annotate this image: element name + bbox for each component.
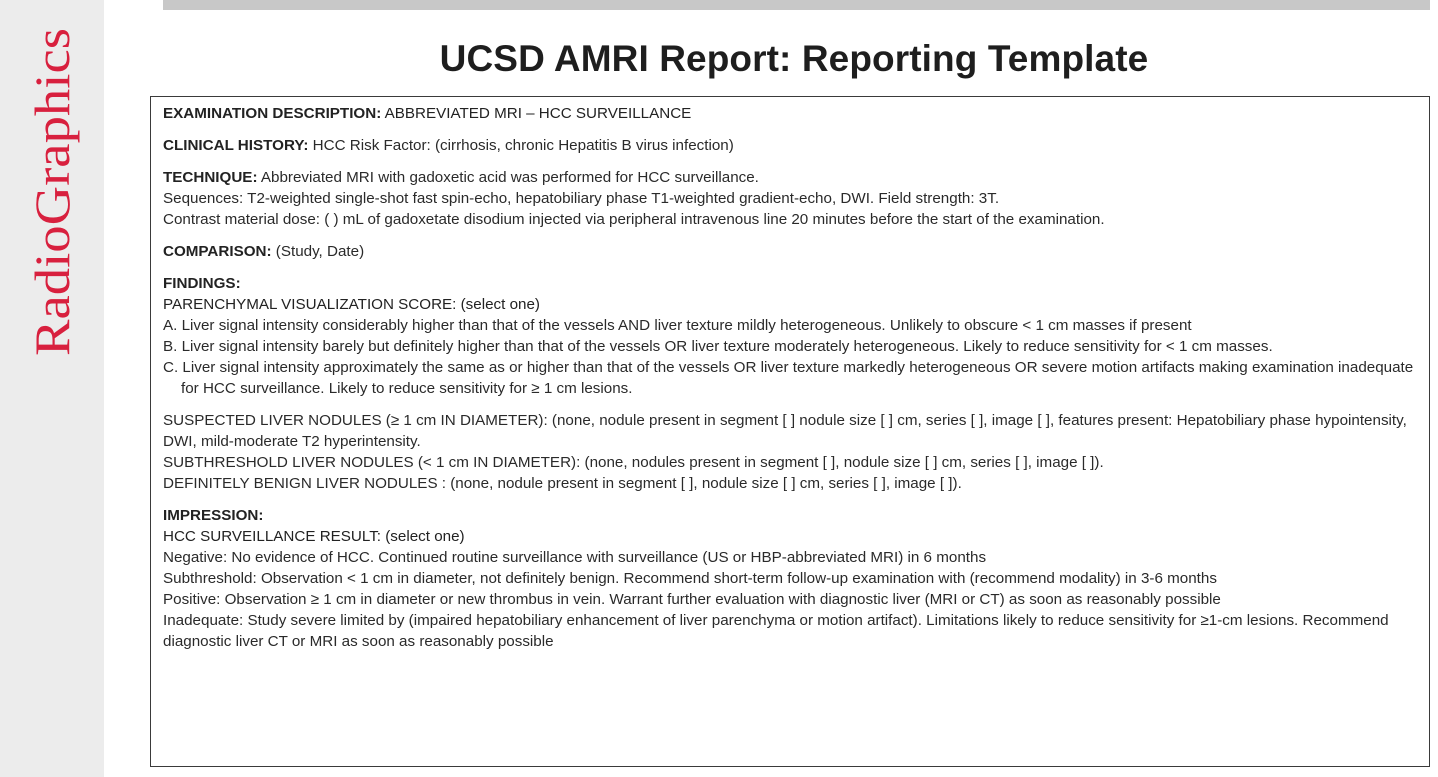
- technique-label: TECHNIQUE:: [163, 169, 258, 186]
- pvs-option-c: C. Liver signal intensity approximately the same as or higher than that of the vessels OR liver texture markedly heterogeneous OR severe motion artifacts making examination inadequate for HCC surveillance. Likely to reduce sensitivity for ≥ 1 cm lesions.: [163, 359, 1414, 397]
- result-inadequate: Inadequate: Study severe limited by (impaired hepatobiliary enhancement of liver parenchyma or motion artifact). Limitations likely to reduce sensitivity for ≥1-cm lesions. Recommend diagnostic liver CT or MRI as soon as reasonably possible: [163, 612, 1389, 650]
- comparison: [163, 241, 1429, 262]
- top-divider-bar: [163, 0, 1430, 10]
- history-label: CLINICAL HISTORY:: [163, 137, 309, 154]
- technique: [163, 167, 1429, 188]
- result-negative: Negative: No evidence of HCC. Continued routine surveillance with surveillance (US or HBP-abbreviated MRI) in 6 months: [163, 549, 987, 566]
- exam-description: [163, 103, 1429, 124]
- clinical-history: [163, 135, 1429, 156]
- result-subthreshold: Subthreshold: Observation < 1 cm in diameter, not definitely benign. Recommend short-term follow-up examination with (recommend modality) in 3-6 months: [163, 570, 1217, 587]
- history-value: HCC Risk Factor: (cirrhosis, chronic Hepatitis B virus infection): [308, 137, 734, 154]
- impression-label: IMPRESSION:: [163, 507, 264, 524]
- comparison-value: (Study, Date): [271, 243, 365, 260]
- suspected-nodules: SUSPECTED LIVER NODULES (≥ 1 cm IN DIAMETER): (none, nodule present in segment [ ] nodule size [ ] cm, series [ ], image [ ], features present: Hepatobiliary phase hypointensity, DWI, mild-moderate T2 hyperintensity.: [163, 412, 1407, 450]
- svg-text:RadioGraphics: RadioGraphics: [24, 56, 80, 356]
- technique-line-2: Sequences: T2-weighted single-shot fast spin-echo, hepatobiliary phase T1-weighted gradient-echo, DWI. Field strength: 3T.: [163, 190, 1000, 207]
- pvs-heading: PARENCHYMAL VISUALIZATION SCORE: (select one): [163, 296, 540, 313]
- subthreshold-nodules: SUBTHRESHOLD LIVER NODULES (< 1 cm IN DIAMETER): (none, nodules present in segment [ ], nodule size [ ] cm, series [ ], image [ ]).: [163, 454, 1104, 471]
- technique-line-3: Contrast material dose: ( ) mL of gadoxetate disodium injected via peripheral intravenous line 20 minutes before the start of the examination.: [163, 211, 1105, 228]
- page-title: UCSD AMRI Report: Reporting Template: [439, 38, 1149, 79]
- journal-sidebar: [0, 0, 104, 777]
- pvs-option-b: B. Liver signal intensity barely but definitely higher than that of the vessels OR liver texture moderately heterogeneous. Likely to reduce sensitivity for < 1 cm masses.: [163, 338, 1273, 355]
- report-template-box: [150, 96, 1430, 767]
- findings-label: FINDINGS:: [163, 275, 241, 292]
- exam-label: EXAMINATION DESCRIPTION:: [163, 105, 382, 122]
- radiographics-logo: [22, 26, 82, 366]
- exam-value: ABBREVIATED MRI – HCC SURVEILLANCE: [381, 105, 692, 122]
- result-positive: Positive: Observation ≥ 1 cm in diameter or new thrombus in vein. Warrant further evaluation with diagnostic liver (MRI or CT) as soon as reasonably possible: [163, 591, 1221, 608]
- pvs-option-a: A. Liver signal intensity considerably higher than that of the vessels AND liver texture mildly heterogeneous. Unlikely to obscure < 1 cm masses if present: [163, 317, 1192, 334]
- comparison-label: COMPARISON:: [163, 243, 272, 260]
- benign-nodules: DEFINITELY BENIGN LIVER NODULES : (none, nodule present in segment [ ], nodule size [ ] cm, series [ ], image [ ]).: [163, 475, 962, 492]
- technique-line-1: Abbreviated MRI with gadoxetic acid was performed for HCC surveillance.: [257, 169, 759, 186]
- result-heading: HCC SURVEILLANCE RESULT: (select one): [163, 528, 465, 545]
